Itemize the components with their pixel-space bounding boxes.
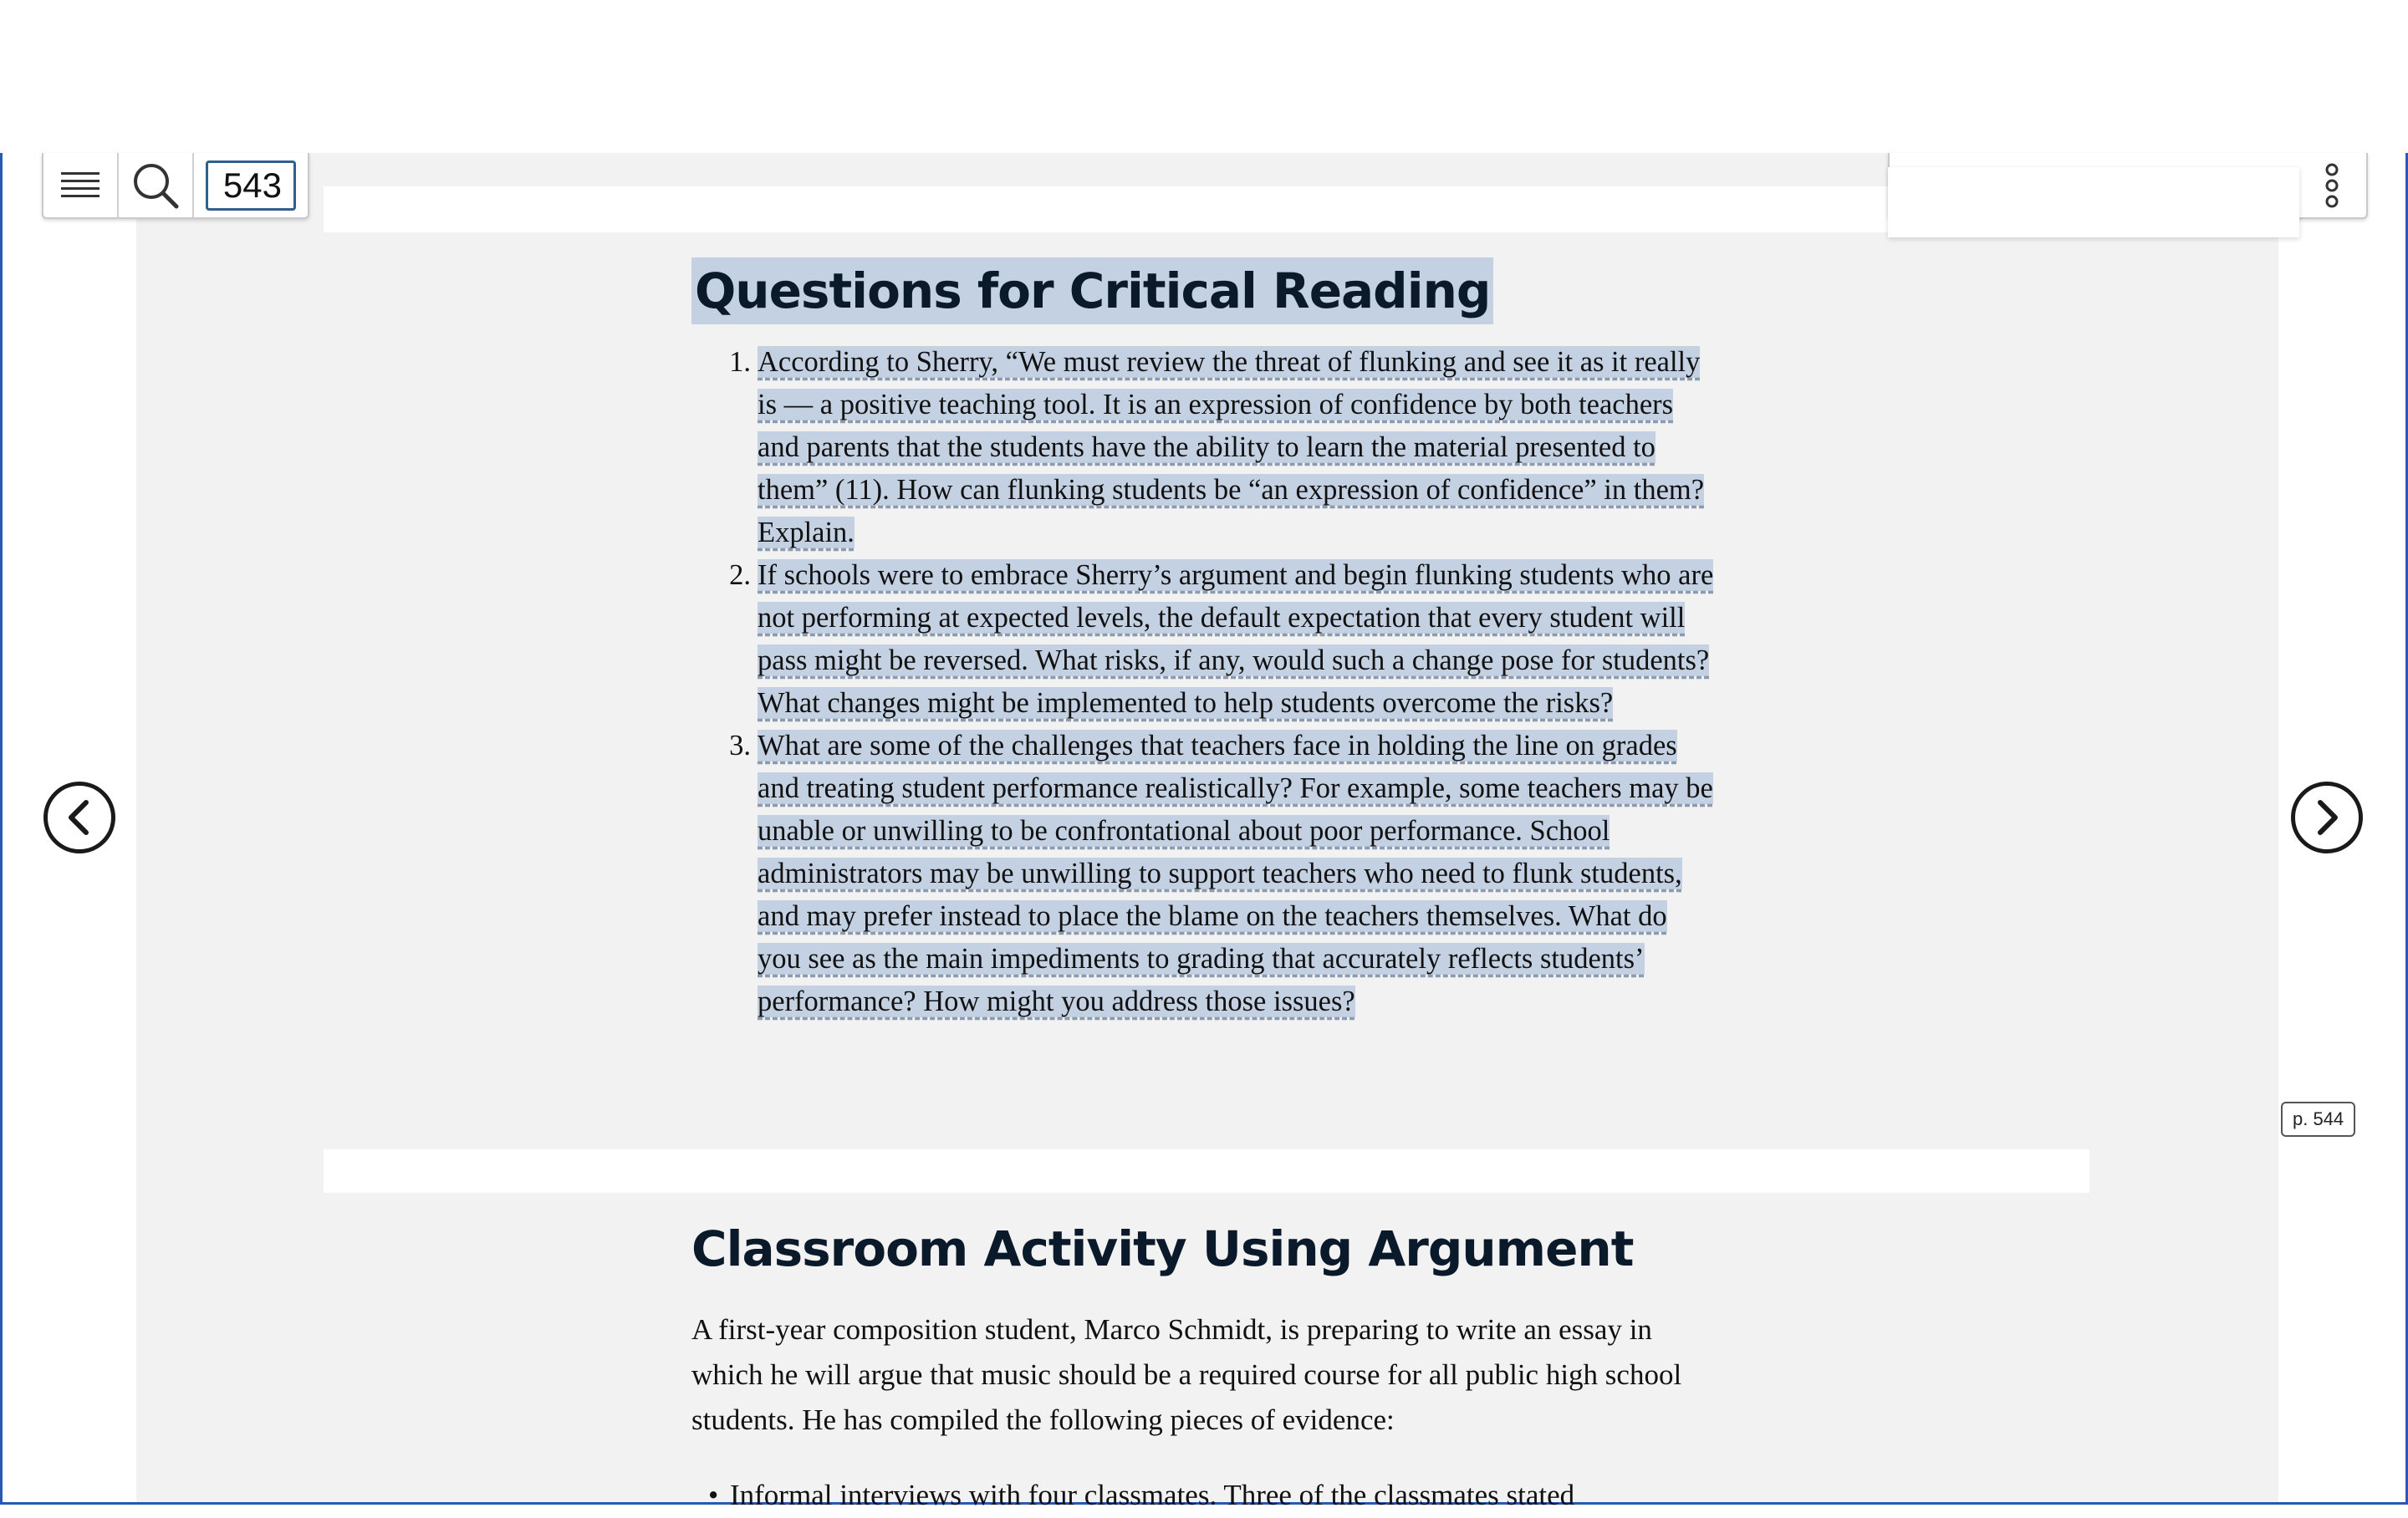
question-text: What are some of the challenges that teachers face in holding the line on grades and treating student performance realistically? For example, some teachers may be unable or unwilling to be confrontational about poor performance. School administrators may be unwilling to support teachers who need to flunk students, and may prefer instead to place the blame on the teachers themselves. What do you see as the main impediments to grading that accurately reflects students’ performance? How might you address those issues? [758, 730, 1713, 1017]
page-separator [324, 1149, 2089, 1193]
chevron-right-icon [2312, 799, 2342, 836]
list-item [708, 1473, 1758, 1518]
page-top-gap [324, 186, 2089, 232]
reader-toolbar [42, 153, 309, 219]
top-blank-area [0, 0, 2408, 153]
chevron-left-icon [64, 799, 94, 836]
more-vertical-icon [2324, 163, 2340, 208]
previous-page-button[interactable] [43, 782, 115, 853]
body-paragraph: A first-year composition student, Marco Schmidt, is preparing to write an essay in which he will argue that music should be a required course for all public high school students. He has compiled the following pieces of evidence: [691, 1313, 1682, 1436]
question-number: 2. [729, 559, 751, 591]
page-number-input[interactable] [206, 160, 296, 211]
list-item [711, 341, 1714, 554]
list-item [711, 725, 1714, 1023]
more-options-button[interactable] [2301, 153, 2363, 217]
section-heading-classroom-activity: Classroom Activity Using Argument [691, 1220, 1634, 1277]
question-number: 1. [729, 346, 751, 378]
bullet-icon: • [708, 1479, 719, 1511]
list-item [711, 554, 1714, 725]
section-heading-questions: Questions for Critical Reading [691, 257, 1493, 324]
menu-button[interactable] [43, 153, 119, 217]
tooltip-popup [1888, 167, 2299, 237]
hamburger-menu-icon [61, 169, 99, 202]
page-jump [194, 153, 308, 217]
search-icon [131, 161, 180, 210]
questions-list [711, 341, 1714, 1023]
question-text: According to Sherry, “We must review the threat of flunking and see it as it really is — a positive teaching tool. It is an expression of confidence by both teachers and parents that the students have the ability to learn the material presented to them” (11). How can flunking students be “an expression of confidence” in them? Explain. [758, 346, 1705, 548]
next-page-button[interactable] [2291, 782, 2363, 853]
search-button[interactable] [119, 153, 194, 217]
question-text: If schools were to embrace Sherry’s argument and begin flunking students who are not performing at expected levels, the default expectation that every student will pass might be reversed. What risks, if any, would such a change pose for students? What changes might be implemented to help students overcome the risks? [758, 559, 1714, 719]
page-marker-label: p. 544 [2281, 1102, 2355, 1137]
question-number: 3. [729, 730, 751, 762]
bullet-text: Informal interviews with four classmates. Three of the classmates stated [730, 1479, 1575, 1511]
